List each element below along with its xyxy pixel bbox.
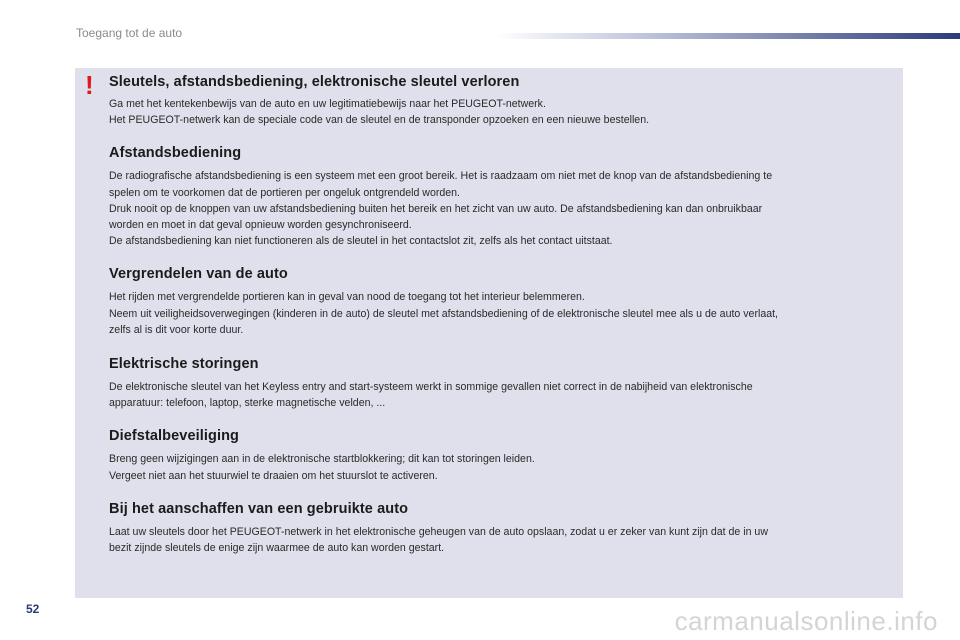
- section-locking: [109, 266, 895, 338]
- section-title: Afstandsbediening: [109, 145, 242, 162]
- text-line: Het rijden met vergrendelde portieren kan in geval van nood de toegang tot het interieur belemmeren.: [109, 291, 585, 304]
- section-lost-keys: [109, 74, 895, 128]
- section-used-car: [109, 501, 895, 556]
- text-line: De radiografische afstandsbediening is een systeem met een groot bereik. Het is raadzaam om niet met de knop van de afstandsbediening te: [109, 170, 773, 183]
- text-line: Het PEUGEOT-netwerk kan de speciale code van de sleutel en de transponder opzoeken en een nieuwe bestellen.: [109, 114, 650, 127]
- page-header-title: Toegang tot de auto: [76, 26, 183, 40]
- section-remote-control: [109, 145, 895, 249]
- section-title: Vergrendelen van de auto: [109, 266, 288, 283]
- text-line: spelen om te voorkomen dat de portieren per ongeluk ontgrendeld worden.: [109, 186, 460, 199]
- text-line: Neem uit veiligheidsoverwegingen (kinderen in de auto) de sleutel met afstandsbediening of de elektronische sleutel mee als u de auto verlaat,: [109, 307, 778, 320]
- text-line: apparatuur: telefoon, laptop, sterke magnetische velden, ...: [109, 397, 386, 410]
- section-text: [109, 451, 895, 483]
- text-line: De afstandsbediening kan niet functioneren als de sleutel in het contactslot zit, zelfs als het contact uitstaat.: [109, 235, 613, 248]
- header-gradient-bar: [496, 33, 960, 39]
- section-text: [109, 168, 895, 249]
- text-line: worden en moet in dat geval opnieuw worden gesynchroniseerd.: [109, 219, 412, 232]
- section-text: [109, 289, 895, 338]
- text-line: bezit zijnde sleutels de enige zijn waarmee de auto kan worden gestart.: [109, 542, 445, 555]
- section-title: Elektrische storingen: [109, 356, 259, 373]
- text-line: Laat uw sleutels door het PEUGEOT-netwerk in het elektronische geheugen van de auto opslaan, zodat u er zeker van kunt zijn dat de in uw: [109, 525, 768, 538]
- section-anti-theft: [109, 428, 895, 483]
- watermark: carmanualsonline.info: [674, 606, 938, 636]
- panel-content: [109, 74, 895, 556]
- section-electrical-interference: [109, 356, 895, 411]
- text-line: De elektronische sleutel van het Keyless entry and start-systeem werkt in sommige gevallen niet correct in de nabijheid van elektronische: [109, 381, 753, 394]
- section-text: [109, 379, 895, 411]
- exclamation-icon: !: [85, 70, 94, 100]
- page-number: 52: [26, 602, 40, 616]
- section-text: [109, 524, 895, 556]
- section-title: Diefstalbeveiliging: [109, 428, 240, 445]
- text-line: Vergeet niet aan het stuurwiel te draaien om het stuurslot te activeren.: [109, 469, 438, 482]
- section-title: Sleutels, afstandsbediening, elektronische sleutel verloren: [109, 74, 520, 90]
- text-line: Druk nooit op de knoppen van uw afstandsbediening buiten het bereik en het zicht van uw auto. De afstandsbediening kan dan onbruikbaar: [109, 202, 763, 215]
- text-line: zelfs al is dit voor korte duur.: [109, 323, 244, 336]
- section-title: Bij het aanschaffen van een gebruikte auto: [109, 500, 409, 517]
- section-text: [109, 96, 895, 128]
- text-line: Ga met het kentekenbewijs van de auto en uw legitimatiebewijs naar het PEUGEOT-netwerk.: [109, 98, 546, 110]
- text-line: Breng geen wijzigingen aan in de elektronische startblokkering; dit kan tot storingen leiden.: [109, 453, 535, 466]
